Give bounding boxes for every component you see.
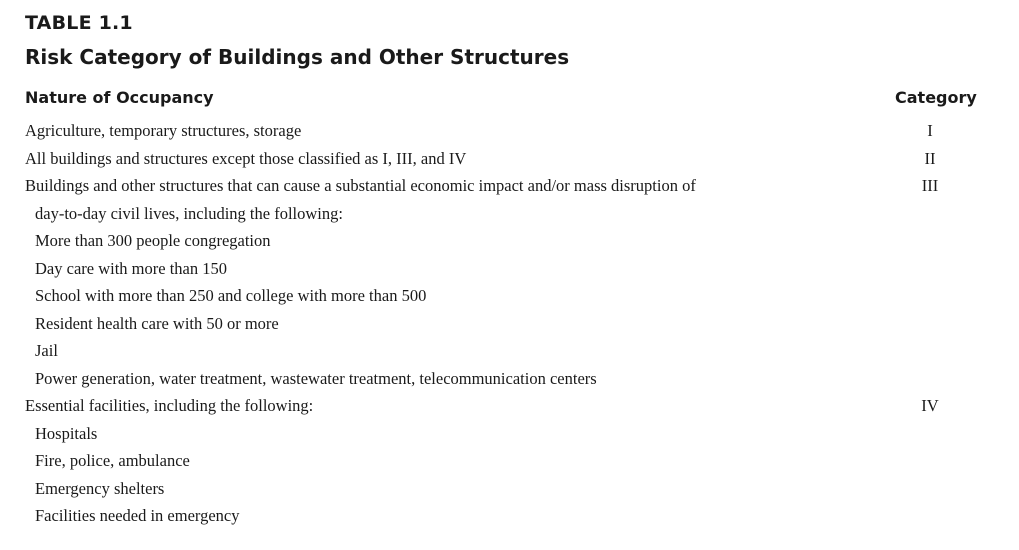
- table-number: TABLE 1.1: [25, 12, 133, 34]
- occupancy-cell: Buildings and other structures that can cause a substantial economic impact and/or mass disruption of: [25, 176, 696, 195]
- table-row: [0, 310, 1019, 338]
- occupancy-cell: All buildings and structures except those classified as I, III, and IV: [25, 148, 467, 168]
- table-row: [0, 475, 1019, 503]
- occupancy-cell: Power generation, water treatment, wastewater treatment, telecommunication centers: [35, 368, 597, 388]
- table-row: [0, 255, 1019, 283]
- occupancy-cell: Day care with more than 150: [35, 258, 227, 278]
- occupancy-cell: Hospitals: [35, 423, 98, 443]
- category-cell: I: [927, 121, 933, 140]
- occupancy-cell: Facilities needed in emergency: [35, 506, 240, 525]
- table-row: [0, 447, 1019, 475]
- table-row: [0, 365, 1019, 393]
- table-row: [0, 502, 1019, 530]
- occupancy-cell: Resident health care with 50 or more: [35, 313, 279, 333]
- category-cell: IV: [921, 396, 939, 415]
- table-row: [0, 200, 1019, 228]
- table-row: [0, 117, 1019, 145]
- occupancy-cell: Fire, police, ambulance: [35, 451, 190, 470]
- table-body: [0, 117, 1019, 530]
- table-row: [0, 392, 1019, 420]
- category-cell: III: [921, 176, 939, 195]
- table-title: Risk Category of Buildings and Other Structures: [25, 45, 570, 69]
- occupancy-cell: School with more than 250 and college with more than 500: [35, 286, 427, 305]
- table-row: [0, 227, 1019, 255]
- occupancy-cell: day-to-day civil lives, including the following:: [35, 203, 343, 223]
- table-row: [0, 420, 1019, 448]
- table-row: [0, 172, 1019, 200]
- column-header-category: Category: [895, 88, 977, 107]
- occupancy-cell: Agriculture, temporary structures, storage: [25, 121, 302, 140]
- occupancy-cell: Essential facilities, including the following:: [25, 396, 314, 415]
- column-header-occupancy: Nature of Occupancy: [25, 88, 214, 107]
- occupancy-cell: Jail: [35, 341, 58, 360]
- category-cell: II: [924, 148, 936, 168]
- table-row: [0, 145, 1019, 173]
- table-row: [0, 282, 1019, 310]
- occupancy-cell: Emergency shelters: [35, 478, 165, 498]
- occupancy-cell: More than 300 people congregation: [35, 231, 271, 250]
- table-row: [0, 337, 1019, 365]
